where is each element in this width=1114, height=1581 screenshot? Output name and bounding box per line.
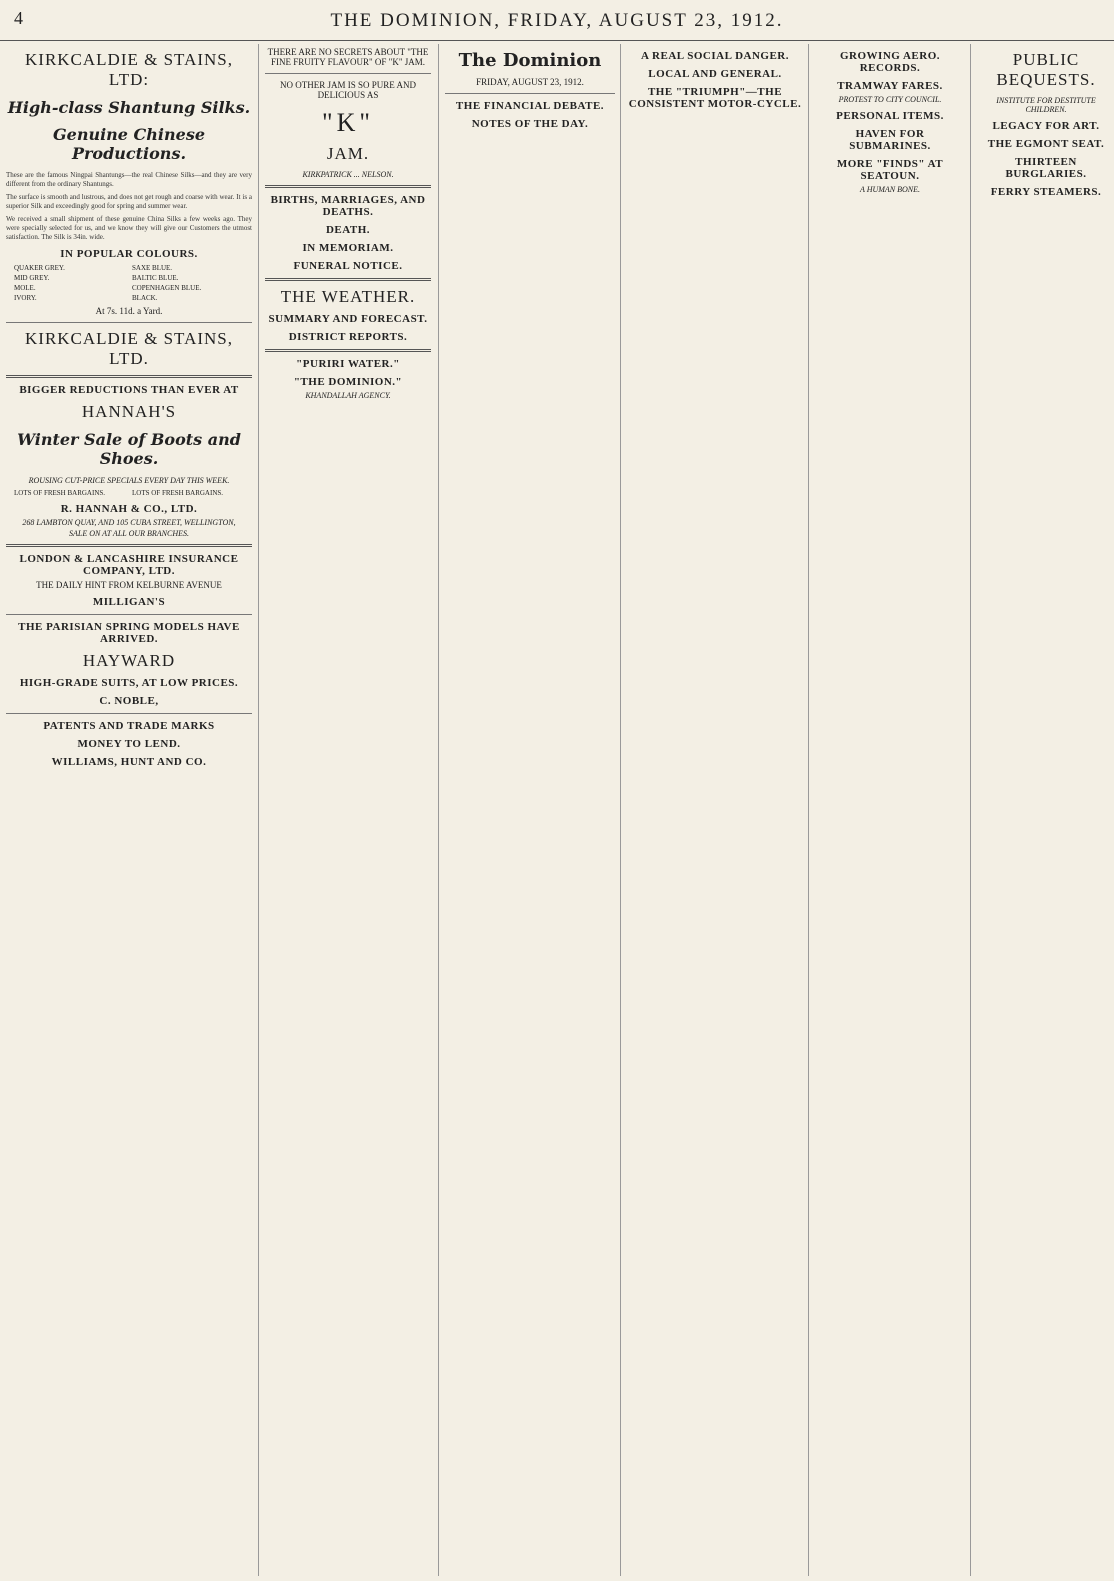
puriri-water: "PURIRI WATER." <box>296 358 400 370</box>
colour-list <box>14 264 244 302</box>
milligans: MILLIGAN'S <box>92 596 166 608</box>
memoriam-heading: IN MEMORIAM. <box>302 242 394 254</box>
hannah-branches: SALE ON AT ALL OUR BRANCHES. <box>68 529 190 538</box>
summary-heading: SUMMARY AND FORECAST. <box>268 313 428 325</box>
weather-heading: THE WEATHER. <box>280 287 416 306</box>
k-jam-secret: THERE ARE NO SECRETS ABOUT "THE FINE FRUITY FLAVOUR" OF "K" JAM. <box>267 47 429 67</box>
hannah-address: 268 LAMBTON QUAY, AND 105 CUBA STREET, WELLINGTON, <box>22 518 236 527</box>
district-heading: DISTRICT REPORTS. <box>288 331 408 343</box>
hannah-bargains: LOTS OF FRESH BARGAINS. <box>132 489 224 497</box>
c-noble: C. NOBLE, <box>99 695 159 707</box>
tramway-heading: TRAMWAY FARES. <box>837 80 943 92</box>
personal-heading: PERSONAL ITEMS. <box>836 110 944 122</box>
colour-item: IVORY. <box>14 294 37 302</box>
column-6 <box>970 44 1114 1576</box>
triumph-heading: THE "TRIUMPH"—THE CONSISTENT MOTOR-CYCLE. <box>628 86 802 110</box>
ad-shantung-headline: High-class Shantung Silks. <box>7 98 251 117</box>
haven-heading: HAVEN FOR SUBMARINES. <box>849 128 931 152</box>
khandallah: KHANDALLAH AGENCY. <box>305 391 391 400</box>
hannah-company: R. HANNAH & CO., LTD. <box>60 503 198 515</box>
price: At 7s. 11d. a Yard. <box>95 306 163 316</box>
dominion-nameplate: The Dominion <box>458 50 602 71</box>
births-heading: BIRTHS, MARRIAGES, AND DEATHS. <box>270 194 426 218</box>
k-jam-pure: NO OTHER JAM IS SO PURE AND DELICIOUS AS <box>279 80 416 100</box>
column-2 <box>258 44 437 1576</box>
notes-of-day-heading: NOTES OF THE DAY. <box>471 118 589 130</box>
colour-item: COPENHAGEN BLUE. <box>132 284 202 292</box>
ad-kirkcaldie-title: KIRKCALDIE & STAINS, LTD: <box>25 50 233 89</box>
colours-heading: IN POPULAR COLOURS. <box>60 248 198 260</box>
local-general-heading: LOCAL AND GENERAL. <box>648 68 782 80</box>
page-number: 4 <box>14 8 23 28</box>
ad-paragraph: These are the famous Ningpai Shantungs—the real Chinese Silks—and they are very different from the ordinary Shantungs. <box>6 171 252 188</box>
social-danger-heading: A REAL SOCIAL DANGER. <box>640 50 790 62</box>
hannah-bargains: LOTS OF FRESH BARGAINS. <box>14 489 106 497</box>
egmont-heading: THE EGMONT SEAT. <box>987 138 1105 150</box>
ad-paragraph: We received a small shipment of these genuine China Silks a few weeks ago. They were specially selected for us, and we know they will give our Customers the utmost satisfaction. The Silk is 34in. wide. <box>6 215 252 241</box>
colour-item: QUAKER GREY. <box>14 264 65 272</box>
human-bone-subheading: A HUMAN BONE. <box>859 185 921 194</box>
jam-word: JAM. <box>326 144 370 163</box>
ad-kirkcaldie-title-2: KIRKCALDIE & STAINS, LTD. <box>25 329 233 368</box>
issue-date: FRIDAY, AUGUST 23, 1912. <box>476 77 584 87</box>
column-1 <box>6 44 252 1576</box>
williams-hunt: WILLIAMS, HUNT AND CO. <box>51 756 207 768</box>
ferry-heading: FERRY STEAMERS. <box>990 186 1102 198</box>
column-3 <box>438 44 621 1576</box>
high-grade-suits: HIGH-GRADE SUITS, AT LOW PRICES. <box>19 677 239 689</box>
finds-heading: MORE "FINDS" AT SEATOUN. <box>836 158 944 182</box>
dominion-agency: "THE DOMINION." <box>293 376 403 388</box>
bequests-heading: PUBLIC BEQUESTS. <box>996 50 1096 89</box>
ad-chinese-headline: Genuine Chinese Productions. <box>52 125 205 163</box>
death-heading: DEATH. <box>325 224 371 236</box>
k-jam-logo: "K" <box>321 108 374 137</box>
colour-item: MID GREY. <box>14 274 50 282</box>
colour-item: BALTIC BLUE. <box>132 274 179 282</box>
hayward: HAYWARD <box>82 651 176 670</box>
colour-item: MOLE. <box>14 284 36 292</box>
kirkpatrick: KIRKPATRICK ... NELSON. <box>302 170 394 179</box>
colour-item: BLACK. <box>132 294 158 302</box>
hannah-sale-headline: Winter Sale of Boots and Shoes. <box>17 430 241 468</box>
financial-debate-heading: THE FINANCIAL DEBATE. <box>455 100 605 112</box>
masthead <box>0 0 1114 41</box>
protest-subheading: PROTEST TO CITY COUNCIL. <box>838 95 942 104</box>
institute-subheading: INSTITUTE FOR DESTITUTE CHILDREN. <box>996 96 1096 114</box>
lancashire-insurance: LONDON & LANCASHIRE INSURANCE COMPANY, LTD. <box>19 553 239 577</box>
ad-paragraph: The surface is smooth and lustrous, and does not get rough and coarse with wear. It is a superior Silk and exceedingly good for spring and summer wear. <box>6 193 252 210</box>
daily-hint: THE DAILY HINT FROM KELBURNE AVENUE <box>36 580 222 590</box>
hannah-headline: BIGGER REDUCTIONS THAN EVER AT <box>19 384 239 396</box>
colour-item: SAXE BLUE. <box>132 264 173 272</box>
money-to-lend: MONEY TO LEND. <box>77 738 181 750</box>
hannah-name: HANNAH'S <box>81 402 177 421</box>
parisian-models: THE PARISIAN SPRING MODELS HAVE ARRIVED. <box>18 621 240 645</box>
aero-heading: GROWING AERO. RECORDS. <box>839 50 940 74</box>
funeral-heading: FUNERAL NOTICE. <box>293 260 403 272</box>
column-4 <box>620 44 809 1576</box>
burglaries-heading: THIRTEEN BURGLARIES. <box>1005 156 1087 180</box>
legacy-heading: LEGACY FOR ART. <box>992 120 1100 132</box>
column-5 <box>808 44 971 1576</box>
hannah-sub: ROUSING CUT-PRICE SPECIALS EVERY DAY THIS WEEK. <box>28 476 230 485</box>
newspaper-title: THE DOMINION, FRIDAY, AUGUST 23, 1912. <box>330 10 784 31</box>
patents: PATENTS AND TRADE MARKS <box>43 720 215 732</box>
